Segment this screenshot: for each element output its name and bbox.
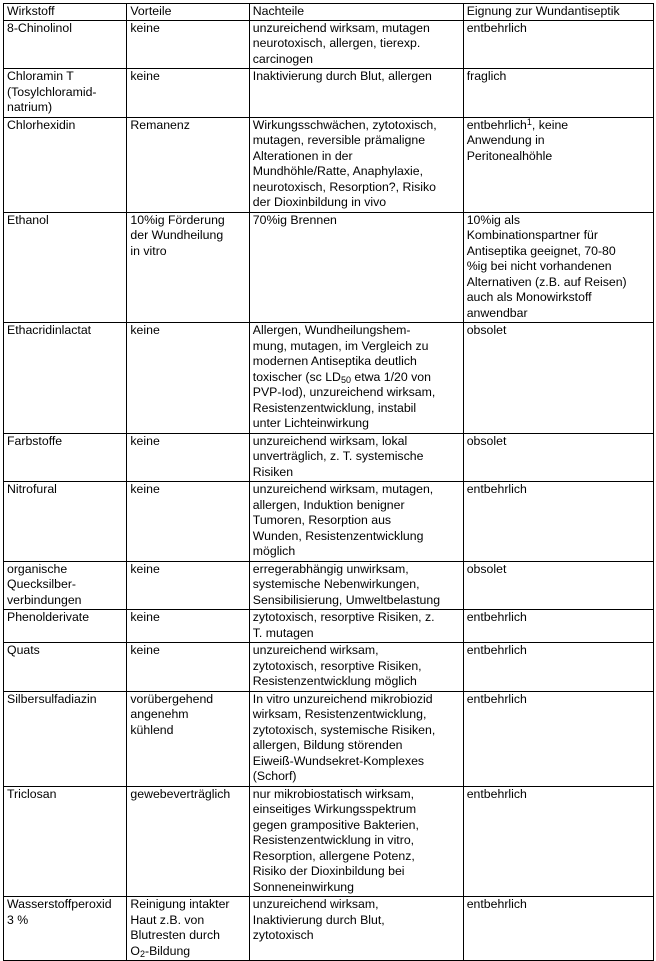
header-nachteile: Nachteile — [249, 4, 463, 21]
cell-wirkstoff: Chlorhexidin — [4, 117, 127, 212]
cell-wirkstoff: Wasserstoffperoxid 3 % — [4, 897, 127, 961]
cell-wirkstoff: Silbersulfadiazin — [4, 691, 127, 786]
cell-nachteile: zytotoxisch, resorptive Risiken, z. T. mutagen — [249, 610, 463, 643]
cell-nachteile: unzureichend wirksam, mutagen, allergen, Induktion benigner Tumoren, Resorption aus Wunden, Resistenzentwicklung möglich — [249, 482, 463, 562]
cell-nachteile: unzureichend wirksam, zytotoxisch, resorptive Risiken, Resistenzentwicklung möglich — [249, 643, 463, 692]
cell-nachteile: Wirkungsschwächen, zytotoxisch, mutagen, reversible prämaligne Alterationen in der Mundhöhle/Ratte, Anaphylaxie, neurotoxisch, Resorption?, Risiko der Dioxinbildung in vivo — [249, 117, 463, 212]
cell-nachteile: 70%ig Brennen — [249, 212, 463, 323]
cell-wirkstoff: Ethanol — [4, 212, 127, 323]
table-row — [4, 643, 654, 692]
cell-nachteile: erregerabhängig unwirksam, systemische Nebenwirkungen, Sensibilisierung, Umweltbelastung — [249, 561, 463, 610]
table-row — [4, 20, 654, 69]
table-row — [4, 897, 654, 961]
cell-eignung: obsolet — [463, 561, 653, 610]
header-wirkstoff: Wirkstoff — [4, 4, 127, 21]
cell-vorteile: keine — [127, 20, 249, 69]
cell-vorteile: 10%ig Förderung der Wundheilung in vitro — [127, 212, 249, 323]
cell-eignung: entbehrlich — [463, 897, 653, 961]
cell-wirkstoff: Quats — [4, 643, 127, 692]
cell-nachteile: In vitro unzureichend mikrobiozid wirksam, Resistenzentwicklung, zytotoxisch, systemische Risiken, allergen, Bildung störenden Eiweiß-Wundsekret-Komplexes (Schorf) — [249, 691, 463, 786]
cell-eignung: entbehrlich — [463, 20, 653, 69]
cell-vorteile: keine — [127, 610, 249, 643]
cell-nachteile: unzureichend wirksam, Inaktivierung durch Blut, zytotoxisch — [249, 897, 463, 961]
eignung-text: entbehrlich — [466, 117, 527, 132]
cell-eignung: entbehrlich — [463, 691, 653, 786]
cell-wirkstoff: Nitrofural — [4, 482, 127, 562]
table-row — [4, 786, 654, 897]
cell-nachteile: unzureichend wirksam, mutagen neurotoxisch, allergen, tierexp. carcinogen — [249, 20, 463, 69]
cell-vorteile: keine — [127, 69, 249, 118]
cell-wirkstoff: Triclosan — [4, 786, 127, 897]
cell-vorteile: gewebeverträglich — [127, 786, 249, 897]
cell-eignung — [463, 117, 653, 212]
cell-wirkstoff: Ethacridinlactat — [4, 323, 127, 434]
cell-eignung: obsolet — [463, 433, 653, 482]
cell-vorteile: vorübergehend angenehm kühlend — [127, 691, 249, 786]
cell-eignung: 10%ig als Kombinationspartner für Antiseptika geeignet, 70-80 %ig bei nicht vorhandenen Alternativen (z.B. auf Reisen) auch als Monowirkstoff anwendbar — [463, 212, 653, 323]
cell-vorteile: Remanenz — [127, 117, 249, 212]
table-row — [4, 323, 654, 434]
cell-vorteile: keine — [127, 643, 249, 692]
cell-nachteile: unzureichend wirksam, lokal unverträglich, z. T. systemische Risiken — [249, 433, 463, 482]
cell-wirkstoff: 8-Chinolinol — [4, 20, 127, 69]
cell-eignung: obsolet — [463, 323, 653, 434]
antiseptic-agents-table — [3, 3, 654, 961]
subscript: 50 — [340, 374, 351, 385]
table-header-row — [4, 4, 654, 21]
cell-vorteile: keine — [127, 433, 249, 482]
vorteile-text: Reinigung intakter Haut z.B. von Blutresten durch O — [130, 897, 230, 958]
cell-vorteile: keine — [127, 561, 249, 610]
cell-vorteile — [127, 897, 249, 961]
cell-eignung: entbehrlich — [463, 786, 653, 897]
table-row — [4, 433, 654, 482]
header-vorteile: Vorteile — [127, 4, 249, 21]
cell-wirkstoff: Phenolderivate — [4, 610, 127, 643]
subscript: 2 — [139, 948, 145, 959]
cell-vorteile: keine — [127, 323, 249, 434]
eignung-text-rest: , keine Anwendung in Peritonealhöhle — [466, 117, 569, 163]
nachteile-text-rest: etwa 1/20 von PVP-Iod), unzureichend wirksam, Resistenzentwicklung, instabil unter Lichteinwirkung — [252, 369, 436, 430]
header-eignung: Eignung zur Wundantiseptik — [463, 4, 653, 21]
table-row — [4, 69, 654, 118]
nachteile-text: Allergen, Wundheilungshem- mung, mutagen, im Vergleich zu modernen Antiseptika deutlich toxischer (sc LD — [252, 323, 429, 384]
cell-wirkstoff: organische Quecksilber- verbindungen — [4, 561, 127, 610]
cell-nachteile — [249, 323, 463, 434]
table-row — [4, 117, 654, 212]
table-row — [4, 610, 654, 643]
cell-eignung: fraglich — [463, 69, 653, 118]
cell-nachteile: nur mikrobiostatisch wirksam, einseitiges Wirkungsspektrum gegen grampositive Bakterien, Resistenzentwicklung in vitro, Resorption, allergene Potenz, Risiko der Dioxinbildung bei Sonneneinwirkung — [249, 786, 463, 897]
table-row — [4, 212, 654, 323]
cell-eignung: entbehrlich — [463, 643, 653, 692]
cell-eignung: entbehrlich — [463, 482, 653, 562]
cell-eignung: entbehrlich — [463, 610, 653, 643]
cell-wirkstoff: Farbstoffe — [4, 433, 127, 482]
cell-vorteile: keine — [127, 482, 249, 562]
table-row — [4, 561, 654, 610]
cell-wirkstoff: Chloramin T (Tosylchloramid- natrium) — [4, 69, 127, 118]
table-row — [4, 482, 654, 562]
cell-nachteile: Inaktivierung durch Blut, allergen — [249, 69, 463, 118]
vorteile-text-rest: -Bildung — [145, 943, 191, 958]
footnote-marker: 1 — [526, 117, 532, 127]
table-row — [4, 691, 654, 786]
